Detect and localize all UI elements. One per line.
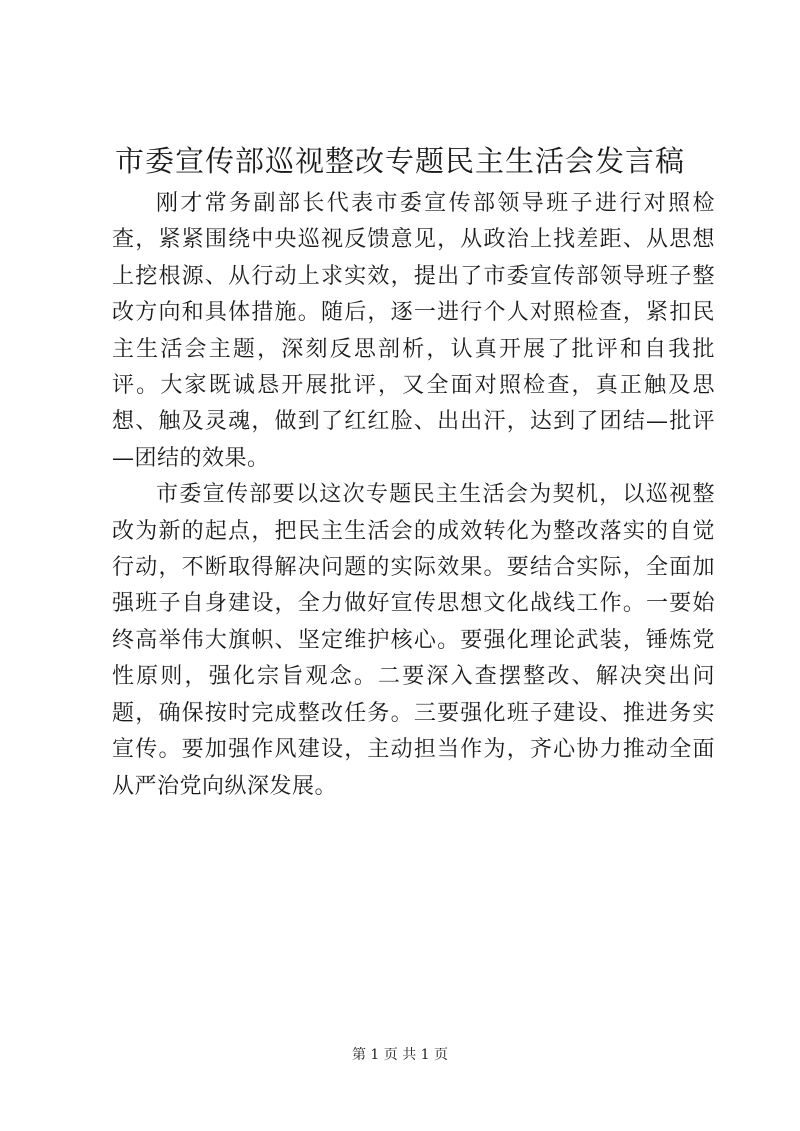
paragraph-1: 刚才常务副部长代表市委宣传部领导班子进行对照检查，紧紧围绕中央巡视反馈意见，从政治上找差距、从思想上挖根源、从行动上求实效，提出了市委宣传部领导班子整改方向和具体措施。随后，逐一进行个人对照检查，紧扣民主生活会主题，深刻反思剖析，认真开展了批评和自我批评。大家既诚恳开展批评，又全面对照检查，真正触及思想、触及灵魂，做到了红红脸、出出汗，达到了团结—批评—团结的效果。 xyxy=(112,191,715,471)
document-body xyxy=(112,186,715,805)
page-footer: 第 1 页 共 1 页 xyxy=(351,1047,449,1063)
paragraph-2: 市委宣传部要以这次专题民主生活会为契机，以巡视整改为新的起点，把民主生活会的成效转化为整改落实的自觉行动，不断取得解决问题的实际效果。要结合实际，全面加强班子自身建设，全力做好宣传思想文化战线工作。一要始终高举伟大旗帜、坚定维护核心。要强化理论武装，锤炼党性原则，强化宗旨观念。二要深入查摆整改、解决突出问题，确保按时完成整改任务。三要强化班子建设、推进务实宣传。要加强作风建设，主动担当作为，齐心协力推动全面从严治党向纵深发展。 xyxy=(112,482,715,799)
document-title: 市委宣传部巡视整改专题民主生活会发言稿 xyxy=(114,144,685,178)
